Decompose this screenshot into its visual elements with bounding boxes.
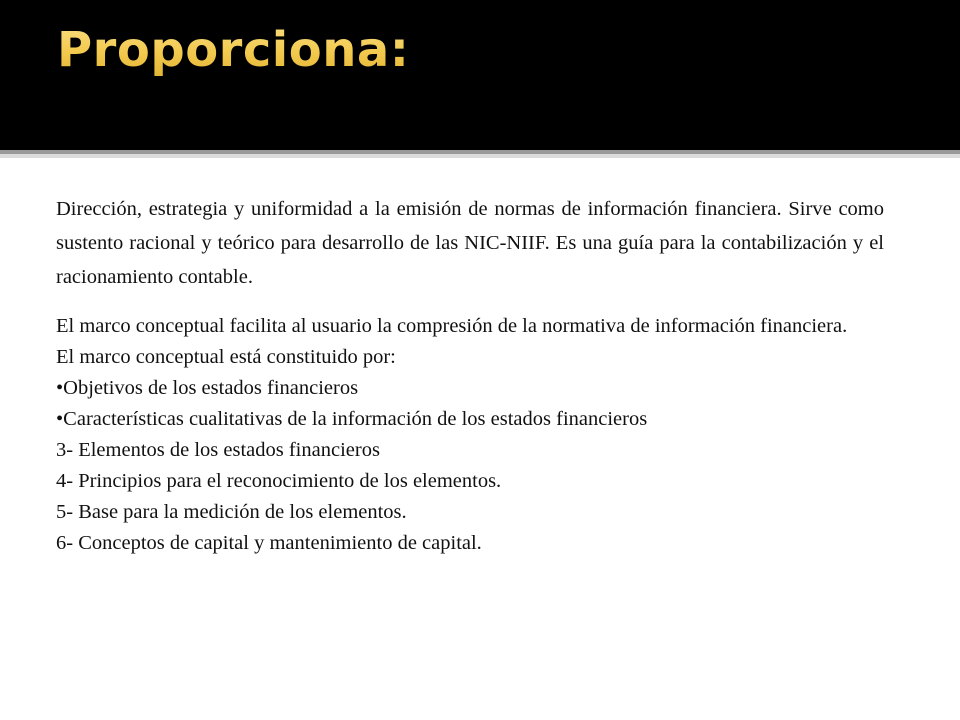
list-intro: El marco conceptual está constituido por: — [56, 346, 396, 368]
list-item: 6- Conceptos de capital y mantenimiento de capital. — [56, 532, 482, 554]
title-bar — [0, 0, 960, 150]
list-item: 5- Base para la medición de los elementos. — [56, 501, 407, 523]
list-item: 4- Principios para el reconocimiento de los elementos. — [56, 470, 502, 492]
paragraph-spacer — [56, 294, 884, 310]
title-divider-shadow — [0, 154, 960, 158]
list-item: •Características cualitativas de la información de los estados financieros — [56, 408, 648, 430]
list-item: 3- Elementos de los estados financieros — [56, 439, 380, 461]
slide-body — [56, 192, 884, 559]
intro-paragraph: Dirección, estrategia y uniformidad a la emisión de normas de información financiera. Sirve como sustento racional y teórico para desarrollo de las NIC-NIIF. Es una guía para la contabilización y el racionamiento contable. — [56, 198, 884, 288]
slide-title: Proporciona: — [57, 18, 409, 82]
list-item: •Objetivos de los estados financieros — [56, 377, 359, 399]
framework-paragraph: El marco conceptual facilita al usuario la compresión de la normativa de información financiera. — [56, 315, 848, 337]
